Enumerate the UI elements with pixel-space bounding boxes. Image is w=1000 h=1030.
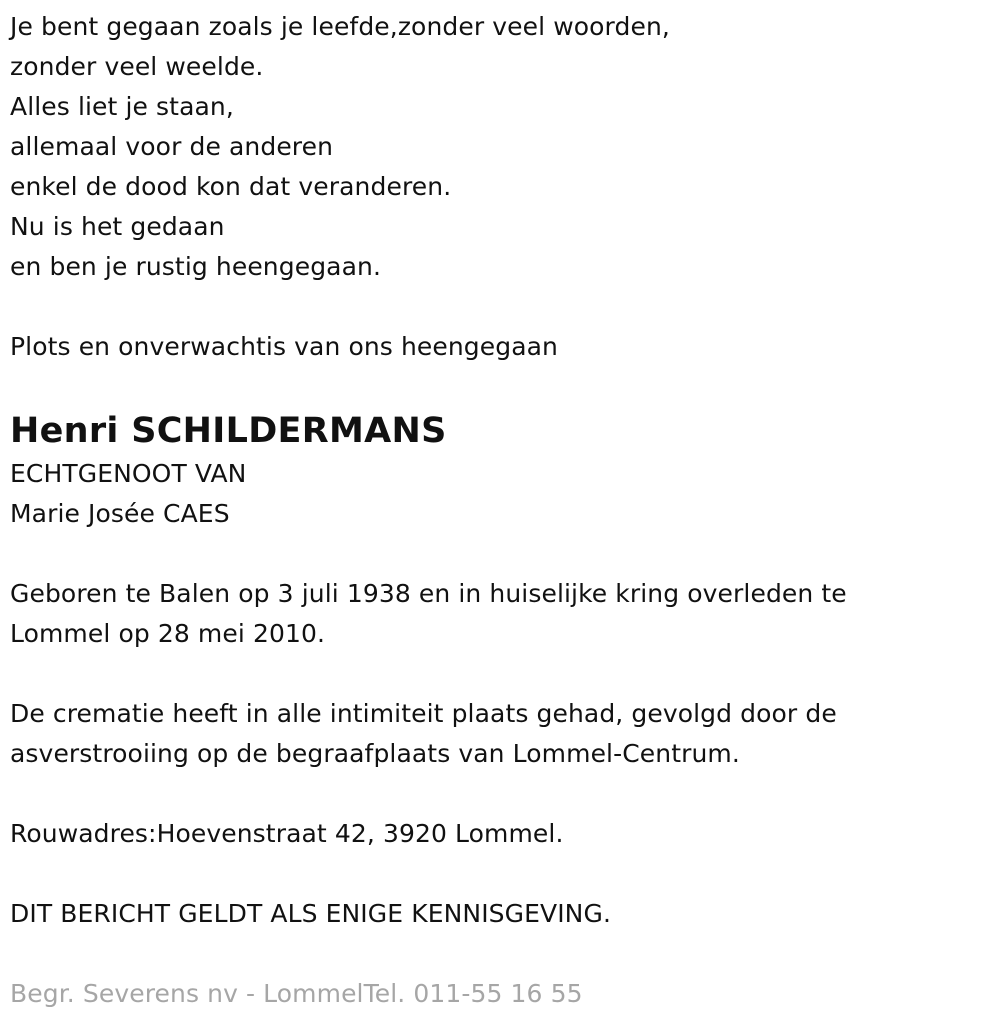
- poem-line: enkel de dood kon dat veranderen.: [10, 172, 452, 201]
- spacer: [10, 287, 1000, 327]
- spouse-name: Marie Josée CAES: [10, 499, 230, 528]
- mourning-address: Rouwadres:Hoevenstraat 42, 3920 Lommel.: [10, 819, 564, 848]
- poem-line: allemaal voor de anderen: [10, 132, 334, 161]
- poem-line: Nu is het gedaan: [10, 212, 225, 241]
- poem: [10, 7, 1000, 287]
- poem-line: Je bent gegaan zoals je leefde,zonder veel woorden,: [10, 12, 670, 41]
- spacer: [10, 774, 1000, 814]
- paragraph-line: Lommel op 28 mei 2010.: [10, 619, 326, 648]
- poem-line: Alles liet je staan,: [10, 92, 234, 121]
- notice: DIT BERICHT GELDT ALS ENIGE KENNISGEVING.: [10, 899, 611, 928]
- spacer: [10, 654, 1000, 694]
- spacer: [10, 367, 1000, 407]
- paragraph-line: De crematie heeft in alle intimiteit plaats gehad, gevolgd door de: [10, 699, 837, 728]
- deceased-name: Henri SCHILDERMANS: [10, 411, 447, 451]
- paragraph-line: asverstrooiing op de begraafplaats van Lommel-Centrum.: [10, 739, 740, 768]
- funeral-home-footer: Begr. Severens nv - LommelTel. 011-55 16 55: [10, 979, 583, 1008]
- spacer: [10, 934, 1000, 974]
- spacer: [10, 534, 1000, 574]
- spacer: [10, 854, 1000, 894]
- paragraph-line: Geboren te Balen op 3 juli 1938 en in huiselijke kring overleden te: [10, 579, 847, 608]
- relation-label: ECHTGENOOT VAN: [10, 459, 247, 488]
- ceremony-paragraph: [10, 694, 1000, 774]
- poem-line: en ben je rustig heengegaan.: [10, 252, 382, 281]
- poem-line: zonder veel weelde.: [10, 52, 264, 81]
- announcement: Plots en onverwachtis van ons heengegaan: [10, 332, 559, 361]
- birth-death-paragraph: [10, 574, 1000, 654]
